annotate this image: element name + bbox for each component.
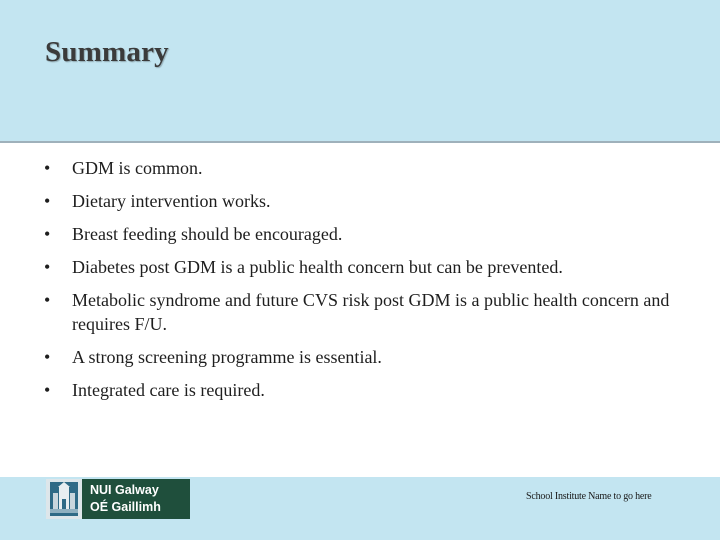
bullet-item: [44, 288, 684, 336]
bullet-symbol: •: [44, 224, 51, 244]
bullet-item: [44, 222, 684, 246]
bullet-text: Breast feeding should be encouraged.: [72, 224, 343, 244]
bullet-text: Metabolic syndrome and future CVS risk post GDM is a public health concern and requires F/U.: [72, 290, 670, 334]
bullet-symbol: •: [44, 290, 51, 310]
slide-title: Summary: [45, 36, 169, 68]
bullet-text: GDM is common.: [72, 158, 203, 178]
logo-line-1: NUI Galway: [90, 483, 159, 497]
bullet-text: Diabetes post GDM is a public health concern but can be prevented.: [72, 257, 563, 277]
nui-galway-logo: [46, 479, 190, 519]
bullet-text: Dietary intervention works.: [72, 191, 271, 211]
bullet-item: [44, 189, 684, 213]
slide-header: [0, 0, 720, 143]
bullet-symbol: •: [44, 158, 51, 178]
bullet-item: [44, 156, 684, 180]
bullet-symbol: •: [44, 380, 51, 400]
bullet-text: A strong screening programme is essential.: [72, 347, 382, 367]
bullet-item: [44, 378, 684, 402]
bullet-symbol: •: [44, 347, 51, 367]
bullet-symbol: •: [44, 257, 51, 277]
bullet-item: [44, 255, 684, 279]
logo-line-2: OÉ Gaillimh: [90, 500, 161, 514]
bullet-text: Integrated care is required.: [72, 380, 265, 400]
university-crest-icon: [46, 479, 82, 519]
bullet-item: [44, 345, 684, 369]
bullet-symbol: •: [44, 191, 51, 211]
logo-text: [82, 479, 190, 519]
bullet-list: [44, 156, 684, 411]
footer-institute-note: School Institute Name to go here: [526, 491, 652, 502]
